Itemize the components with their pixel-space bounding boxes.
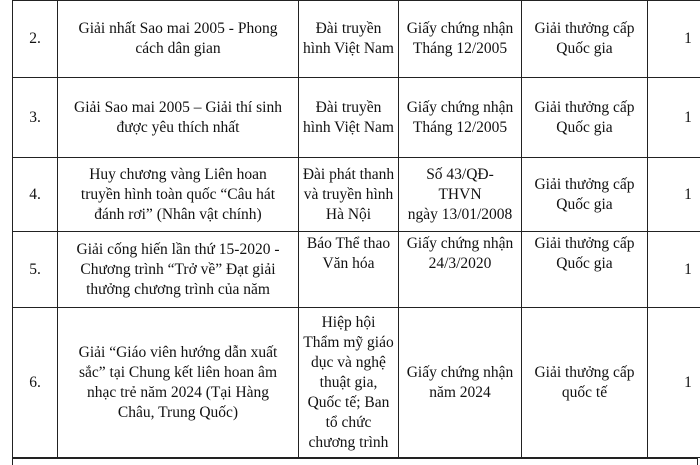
cell-document: Giấy chứng nhận năm 2024 [399, 308, 522, 458]
table-row [13, 308, 700, 458]
cell-award-name: Giải cống hiến lần thứ 15-2020 - Chương trình “Trở về” Đạt giải thưởng chương trình của năm [58, 232, 299, 308]
cell-quantity: 1 [648, 308, 700, 458]
cell-award-level: Giải thưởng cấp Quốc gia [522, 232, 648, 308]
table-row [13, 1, 700, 78]
cell-document: Giấy chứng nhận Tháng 12/2005 [399, 78, 522, 158]
cell-award-level: Giải thưởng cấp Quốc gia [522, 78, 648, 158]
cell-organization: Đài phát thanh và truyền hình Hà Nội [299, 158, 399, 232]
cell-organization: Hiệp hội Thẩm mỹ giáo dục và nghệ thuật gia, Quốc tế; Ban tổ chức chương trình [299, 308, 399, 458]
cell-award-level: Giải thưởng cấp Quốc gia [522, 158, 648, 232]
cell-stt: 6. [13, 308, 58, 458]
cell-stt: 3. [13, 78, 58, 158]
cell-quantity: 1 [648, 78, 700, 158]
next-row-border [12, 458, 698, 465]
cell-organization: Báo Thể thao Văn hóa [299, 232, 399, 308]
table-row [13, 78, 700, 158]
cell-award-name: Giải “Giáo viên hướng dẫn xuất sắc” tại Chung kết liên hoan âm nhạc trẻ năm 2024 (Tại Hàng Châu, Trung Quốc) [58, 308, 299, 458]
cell-award-level: Giải thưởng cấp Quốc gia [522, 1, 648, 78]
awards-table [12, 0, 700, 458]
cell-quantity: 1 [648, 232, 700, 308]
cell-organization: Đài truyền hình Việt Nam [299, 1, 399, 78]
cell-stt: 2. [13, 1, 58, 78]
cell-document: Số 43/QĐ- THVN ngày 13/01/2008 [399, 158, 522, 232]
cell-award-name: Huy chương vàng Liên hoan truyền hình toàn quốc “Câu hát đánh rơi” (Nhân vật chính) [58, 158, 299, 232]
cell-document: Giấy chứng nhận Tháng 12/2005 [399, 1, 522, 78]
cell-award-level: Giải thưởng cấp quốc tế [522, 308, 648, 458]
cell-award-name: Giải nhất Sao mai 2005 - Phong cách dân gian [58, 1, 299, 78]
cell-stt: 5. [13, 232, 58, 308]
table-row [13, 158, 700, 232]
cell-document: Giấy chứng nhận 24/3/2020 [399, 232, 522, 308]
cell-organization: Đài truyền hình Việt Nam [299, 78, 399, 158]
cell-award-name: Giải Sao mai 2005 – Giải thí sinh được yêu thích nhất [58, 78, 299, 158]
cell-quantity: 1 [648, 1, 700, 78]
table-row [13, 232, 700, 308]
cell-stt: 4. [13, 158, 58, 232]
cell-quantity: 1 [648, 158, 700, 232]
